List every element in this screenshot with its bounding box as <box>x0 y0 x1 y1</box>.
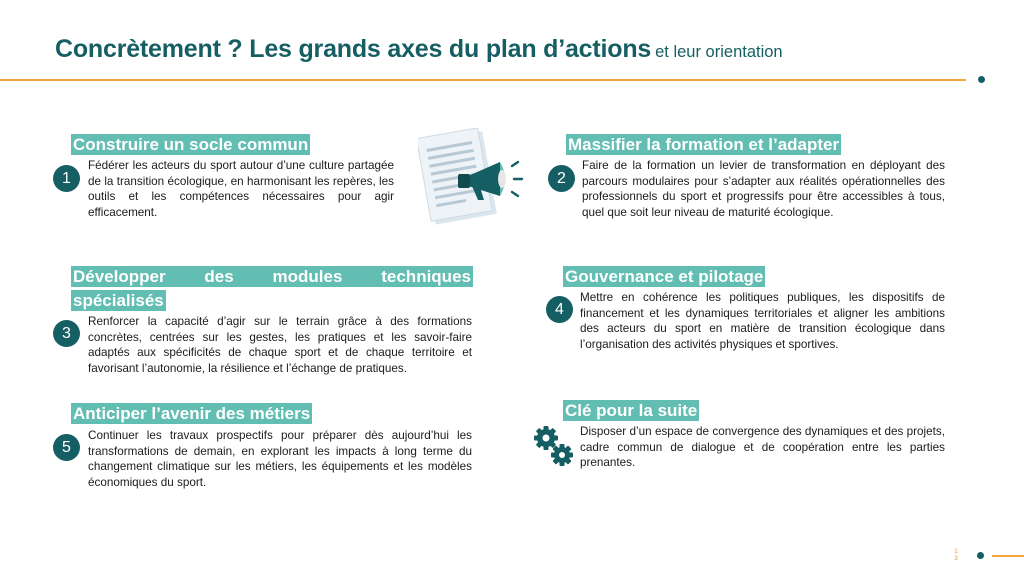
axis-3-heading-line1 <box>71 266 473 287</box>
axis-1-heading: Construire un socle commun <box>73 135 309 154</box>
bottom-divider <box>992 555 1024 557</box>
axis-3-heading-word: Développer <box>73 267 166 286</box>
gears-icon <box>533 424 575 468</box>
top-dot <box>978 76 985 83</box>
axis-5-text: Continuer les travaux prospectifs pour préparer dès aujourd’hui les transformations de demain, en explorant les impacts à long terme du changement climatique sur les métiers, les équipements et les modèles économiques du sport. <box>88 429 472 489</box>
axis-3-heading-line2: spécialisés <box>73 291 164 310</box>
axis-3-heading-word: techniques <box>381 267 471 286</box>
top-divider <box>0 79 966 81</box>
slide-title-main: Concrètement ? Les grands axes du plan d’actions <box>55 35 652 63</box>
slide-title <box>55 35 783 64</box>
axis-3-heading-word: modules <box>272 267 343 286</box>
axis-1-number-badge: 1 <box>53 165 80 192</box>
page-number-digit: 1 <box>954 549 958 555</box>
slide-subtitle: et leur orientation <box>655 43 783 61</box>
axis-2-text: Faire de la formation un levier de transformation en déployant des parcours modulaires pour s’adapter aux réalités opérationnelles des professionnels du sport et progressifs pour être accessibles à tous, quel que soit leur niveau de maturité écologique. <box>582 159 945 219</box>
axis-5-number-badge: 5 <box>53 434 80 461</box>
axis-5-heading: Anticiper l’avenir des métiers <box>73 404 311 423</box>
axis-3-heading-word: des <box>204 267 234 286</box>
axis-1-text: Fédérer les acteurs du sport autour d’une culture partagée de la transition écologique, en harmonisant les repères, les outils et les compétences nécessaires pour agir efficacement. <box>88 159 394 219</box>
bottom-dot <box>977 552 984 559</box>
axis-4-number-badge: 4 <box>546 296 573 323</box>
key-text: Disposer d’un espace de convergence des dynamiques et des projets, cadre commun de dialogue et de coopération entre les parties prenantes. <box>580 425 945 470</box>
page-number-digit: 3 <box>954 556 958 562</box>
axis-4-text: Mettre en cohérence les politiques publiques, les dispositifs de financement et les dynamiques territoriales et aligner les ambitions des acteurs du sport en matière de transition écologique dans l’organisation des activités physiques et sportives. <box>580 291 945 351</box>
page-number <box>952 549 960 563</box>
axis-4-heading: Gouvernance et pilotage <box>565 267 764 286</box>
axis-3-number-badge: 3 <box>53 320 80 347</box>
axis-3-text: Renforcer la capacité d’agir sur le terrain grâce à des formations concrètes, centrées sur les gestes, les pratiques et les savoir-faire adaptés aux spécificités de chaque sport et de chaque territoire et favorisant l’autonomie, la résilience et l’échange de pratiques. <box>88 315 472 375</box>
megaphone-document-icon <box>418 128 530 228</box>
axis-2-heading: Massifier la formation et l’adapter <box>568 135 840 154</box>
axis-2-number-badge: 2 <box>548 165 575 192</box>
key-heading: Clé pour la suite <box>565 401 698 420</box>
